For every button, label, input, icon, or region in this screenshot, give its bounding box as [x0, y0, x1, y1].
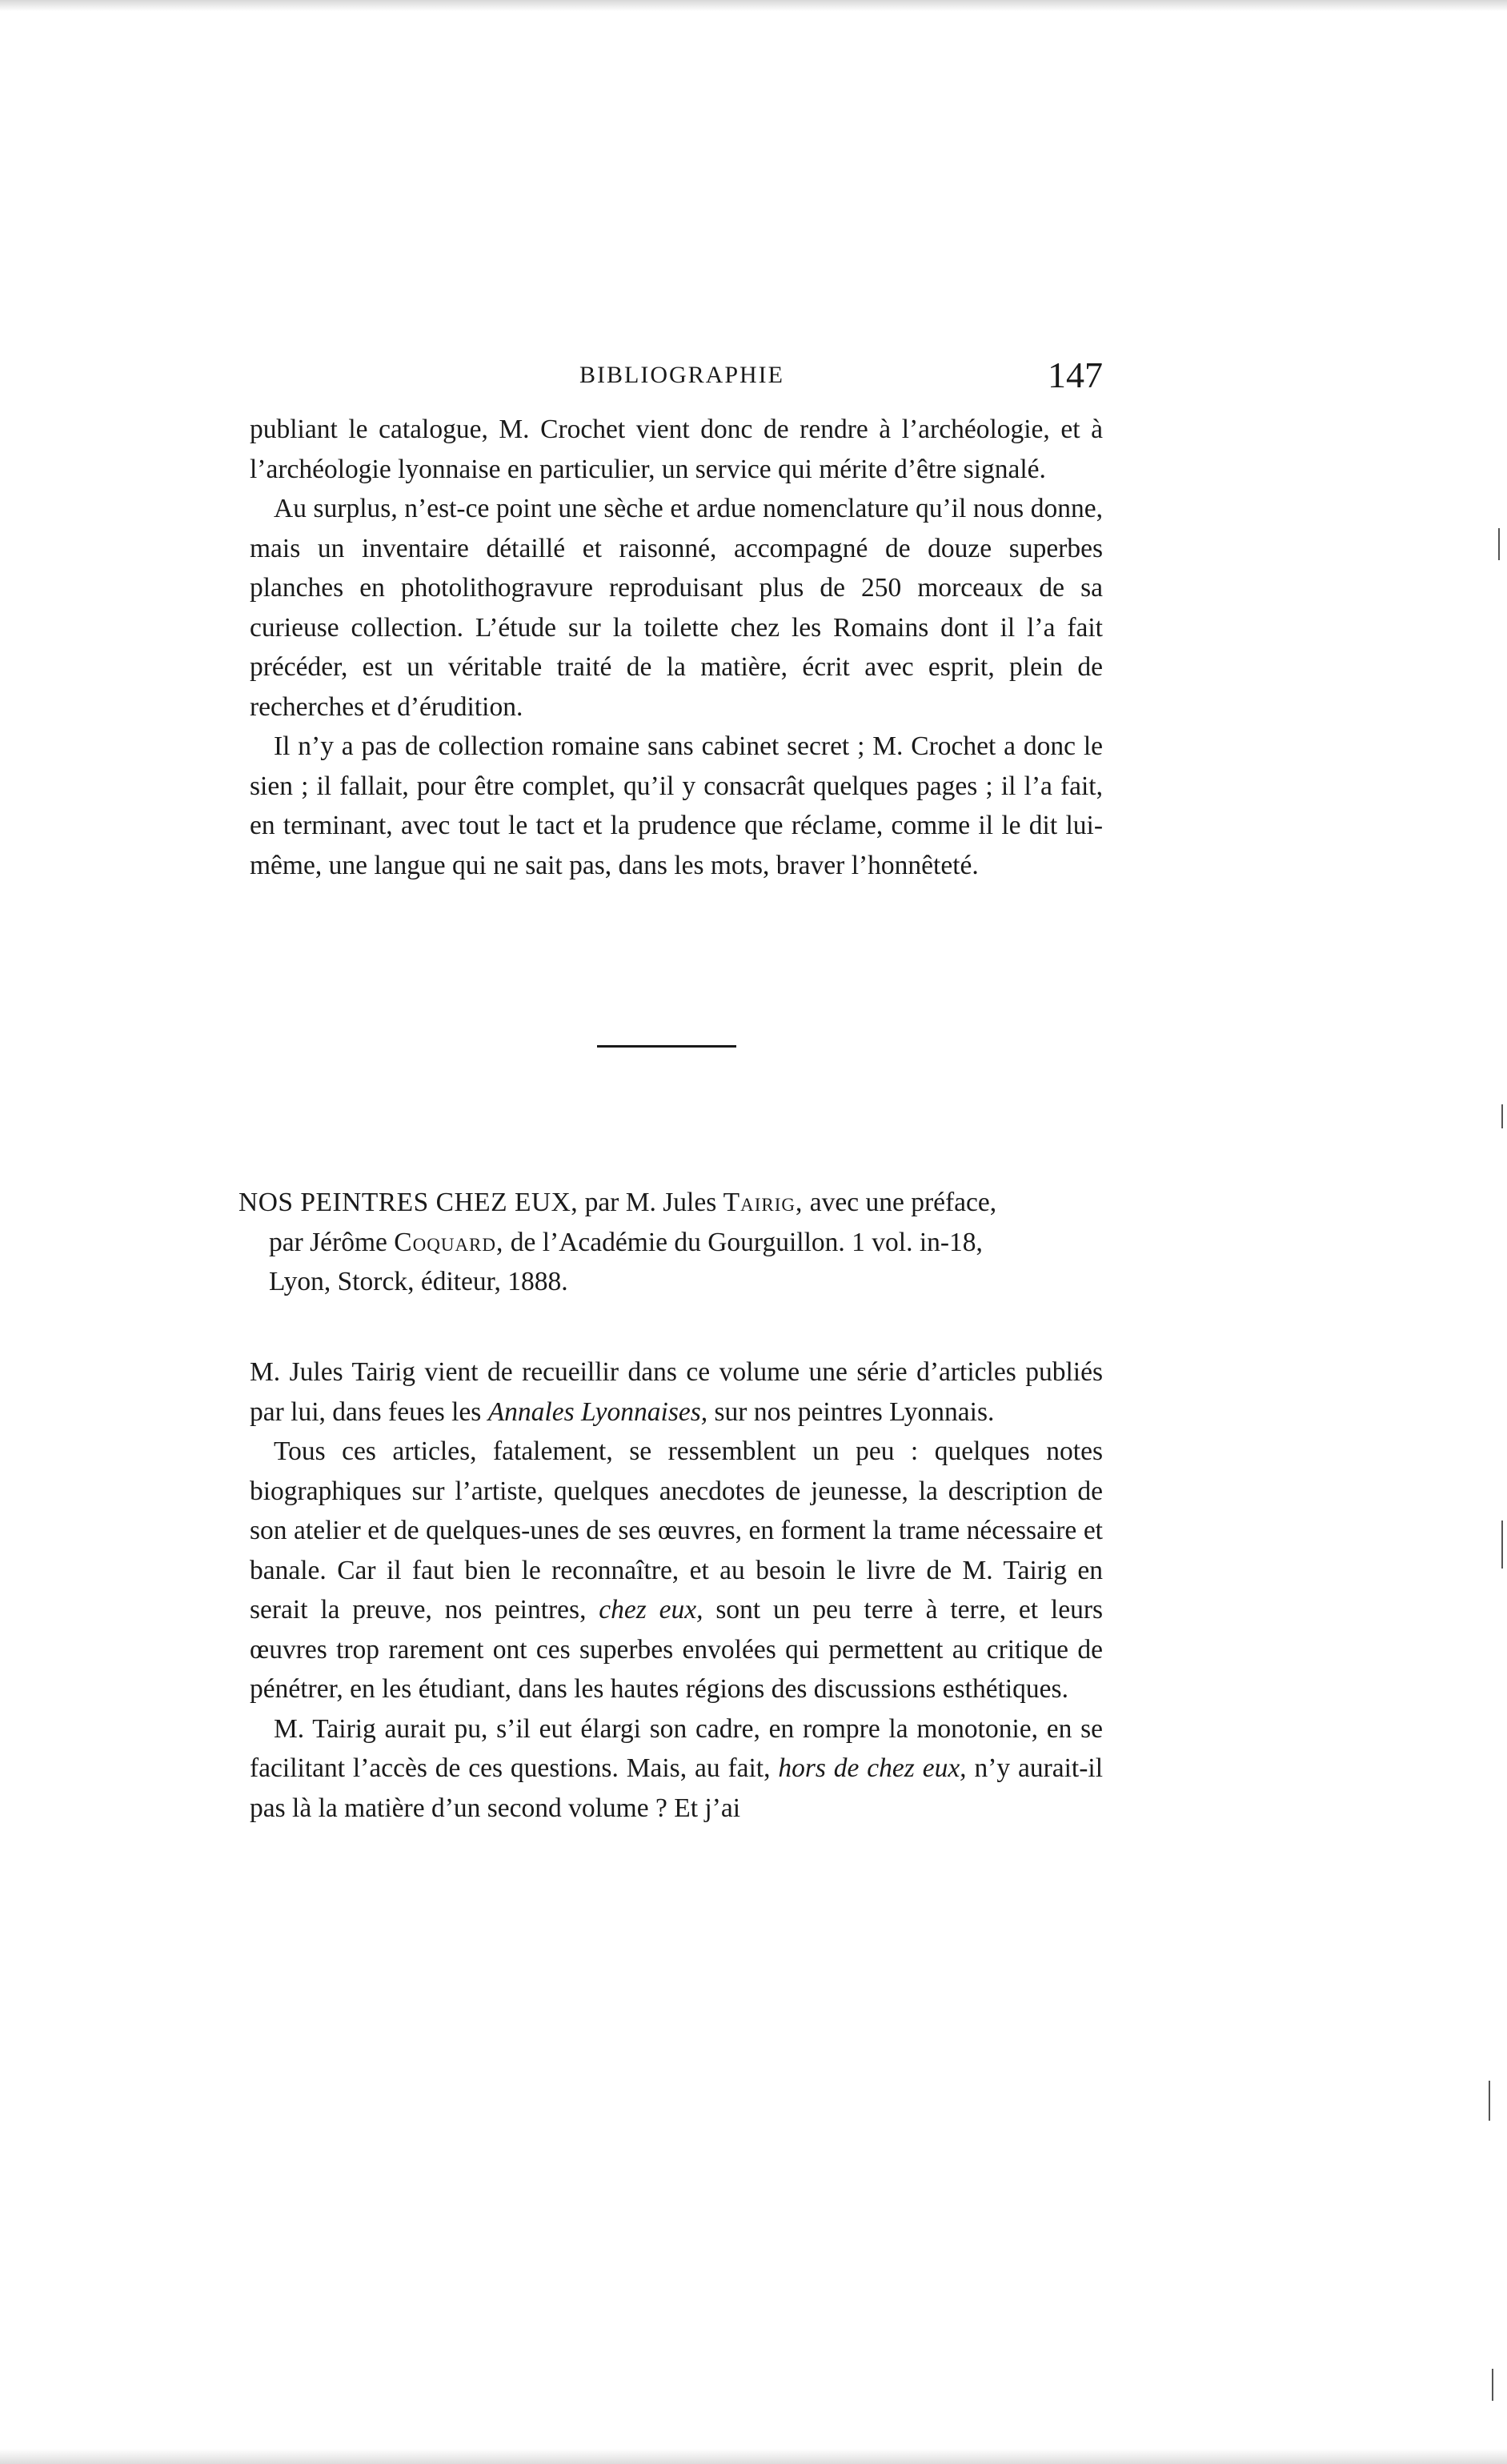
- paragraph: [250, 1432, 1103, 1709]
- book-title: NOS PEINTRES CHEZ EUX,: [238, 1188, 579, 1217]
- text-run: sont un peu terre à terre, et leurs œuvres trop rarement ont ces superbes envolées qui permettent au critique de pénétrer, en les étudiant, dans les hautes régions des discussions esthétiques.: [250, 1595, 1104, 1704]
- scan-margin-mark: [1492, 2369, 1493, 2401]
- text-run: M. Tairig aurait pu, s’il eut élargi son cadre, en rompre la monotonie, en se facilitant l’accès de ces questions. Mais, au fait,: [250, 1713, 1103, 1783]
- paragraph: [250, 1709, 1103, 1829]
- page-number: 147: [1048, 355, 1103, 395]
- entry-line-2: [238, 1223, 1111, 1263]
- scan-margin-mark: [1489, 2081, 1490, 2121]
- entry-by: par M. Jules: [584, 1188, 717, 1217]
- preface-author: Coquard,: [394, 1227, 504, 1257]
- scan-top-edge: [0, 0, 1507, 11]
- review-body: [250, 1352, 1103, 1828]
- text-run: M. Jules Tairig vient de recueillir dans ce volume une série d’articles publiés par lui, dans feues les: [250, 1357, 1103, 1427]
- emphasis: hors de chez eux,: [778, 1753, 967, 1783]
- scan-bottom-edge: [0, 2449, 1507, 2464]
- entry-preface-by: par Jérôme: [269, 1227, 387, 1257]
- entry-publisher: Lyon, Storck, éditeur, 1888.: [269, 1267, 568, 1296]
- text-run: Tous ces articles, fatalement, se ressemblent un peu : quelques notes biographiques sur l’artiste, quelques anecdotes de jeunesse, la description de son atelier et de quelques-unes de ses œuvres, en forment la trame nécessaire et banale. Car il faut bien le reconnaître, et au besoin le livre de M. Tairig en serait la preuve, nos peintres,: [250, 1436, 1103, 1625]
- scan-margin-mark: [1501, 1104, 1503, 1128]
- running-title: BIBLIOGRAPHIE: [579, 362, 784, 388]
- entry-preface-intro: avec une préface,: [809, 1188, 997, 1217]
- emphasis: chez eux,: [599, 1595, 703, 1625]
- paragraph: publiant le catalogue, M. Crochet vient donc de rendre à l’archéologie, et à l’archéologie lyonnaise en particulier, un service qui mérite d’être signalé.: [250, 415, 1103, 484]
- section-divider: [597, 1045, 736, 1048]
- scan-margin-mark: [1501, 1520, 1503, 1569]
- text-run: sur nos peintres Lyonnais.: [714, 1396, 995, 1427]
- journal-title: Annales Lyonnaises,: [487, 1396, 708, 1427]
- entry-details: de l’Académie du Gourguillon. 1 vol. in-18,: [510, 1227, 983, 1257]
- review-continuation: [250, 410, 1103, 885]
- scan-margin-mark: [1498, 528, 1500, 560]
- book-author: Tairig,: [723, 1188, 804, 1217]
- page-header: [250, 354, 1103, 402]
- text-run: n’y aurait-il pas là la matière d’un second volume ? Et j’ai: [250, 1753, 1103, 1823]
- paragraph: Au surplus, n’est-ce point une sèche et ardue nomenclature qu’il nous donne, mais un inventaire détaillé et raisonné, accompagné de douze superbes planches en photolithogravure reproduisant plus de 250 morceaux de sa curieuse collection. L’étude sur la toilette chez les Romains dont il l’a fait précéder, est un véritable traité de la matière, écrit avec esprit, plein de recherches et d’érudition.: [250, 494, 1103, 722]
- paragraph: Il n’y a pas de collection romaine sans cabinet secret ; M. Crochet a donc le sien ; il fallait, pour être complet, qu’il y consacrât quelques pages ; il l’a fait, en terminant, avec tout le tact et la prudence que réclame, comme il le dit lui-même, une langue qui ne sait pas, dans les mots, braver l’honnêteté.: [250, 731, 1103, 880]
- entry-line-1: [238, 1183, 1111, 1223]
- bibliographic-entry: [238, 1183, 1111, 1302]
- paragraph: [250, 1352, 1103, 1432]
